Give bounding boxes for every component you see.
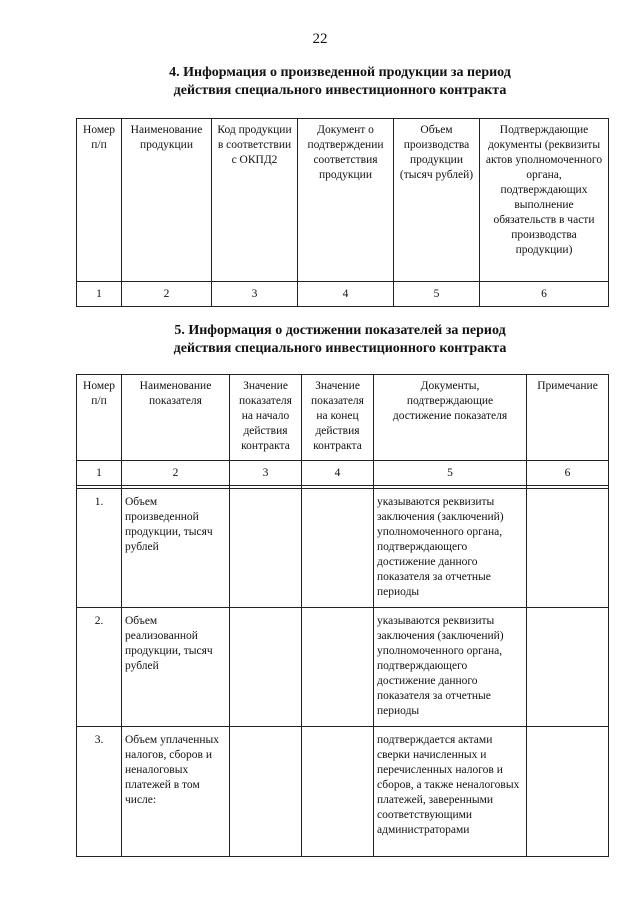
note <box>527 727 609 857</box>
table-row <box>77 608 609 727</box>
row-number: 1. <box>77 489 122 608</box>
column-number: 4 <box>298 282 394 307</box>
header-cell-okpd2-code: Код продукции в соответствии с ОКПД2 <box>212 119 298 282</box>
column-number: 3 <box>212 282 298 307</box>
column-numbers-row <box>77 282 609 307</box>
column-number: 2 <box>122 282 212 307</box>
table-row <box>77 727 609 857</box>
column-number: 1 <box>77 282 122 307</box>
end-value <box>302 727 374 857</box>
column-number: 4 <box>302 461 374 486</box>
start-value <box>230 489 302 608</box>
header-cell-number: Номер п/п <box>77 375 122 461</box>
column-number: 3 <box>230 461 302 486</box>
header-cell-product-name: Наименование продукции <box>122 119 212 282</box>
header-cell-documents: Документы, подтверждающие достижение показателя <box>374 375 527 461</box>
header-cell-end-value: Значение показателя на конец действия контракта <box>302 375 374 461</box>
indicator-name: Объем реализованной продукции, тысяч рублей <box>122 608 230 727</box>
header-cell-start-value: Значение показателя на начало действия контракта <box>230 375 302 461</box>
header-cell-confirming-documents: Подтверждающие документы (реквизиты актов уполномоченного органа, подтверждающих выполнение обязательств в части производства продукции) <box>480 119 609 282</box>
start-value <box>230 727 302 857</box>
header-cell-production-volume: Объем производства продукции (тысяч рублей) <box>394 119 480 282</box>
indicator-name: Объем уплаченных налогов, сборов и неналоговых платежей в том числе: <box>122 727 230 857</box>
section-5-title-line-1: 5. Информация о достижении показателей за период <box>174 323 506 338</box>
section-5-title-line-2: действия специального инвестиционного контракта <box>173 341 507 356</box>
production-info-table <box>76 118 609 307</box>
end-value <box>302 489 374 608</box>
row-number: 3. <box>77 727 122 857</box>
column-number: 1 <box>77 461 122 486</box>
header-cell-note: Примечание <box>527 375 609 461</box>
section-5-title <box>60 322 620 358</box>
header-cell-number: Номер п/п <box>77 119 122 282</box>
column-number: 6 <box>527 461 609 486</box>
confirming-documents: подтверждается актами сверки начисленных и перечисленных налогов и сборов, а также неналоговых платежей, заверенными соответствующими администраторами <box>374 727 527 857</box>
column-number: 5 <box>394 282 480 307</box>
header-cell-conformity-document: Документ о подтверждении соответствия продукции <box>298 119 394 282</box>
header-cell-indicator-name: Наименование показателя <box>122 375 230 461</box>
indicator-name: Объем произведенной продукции, тысяч рублей <box>122 489 230 608</box>
confirming-documents: указываются реквизиты заключения (заключений) уполномоченного органа, подтверждающего достижение данного показателя за отчетные периоды <box>374 489 527 608</box>
confirming-documents: указываются реквизиты заключения (заключений) уполномоченного органа, подтверждающего достижение данного показателя за отчетные периоды <box>374 608 527 727</box>
note <box>527 489 609 608</box>
section-4-title-line-1: 4. Информация о произведенной продукции за период <box>169 65 511 80</box>
indicators-table <box>76 374 609 857</box>
note <box>527 608 609 727</box>
table-header-row <box>77 375 609 461</box>
start-value <box>230 608 302 727</box>
section-4-title-line-2: действия специального инвестиционного контракта <box>173 83 507 98</box>
column-numbers-row <box>77 461 609 486</box>
column-number: 2 <box>122 461 230 486</box>
table-header-row <box>77 119 609 282</box>
row-number: 2. <box>77 608 122 727</box>
table-row <box>77 489 609 608</box>
column-number: 5 <box>374 461 527 486</box>
page-number: 22 <box>312 31 328 47</box>
column-number: 6 <box>480 282 609 307</box>
end-value <box>302 608 374 727</box>
section-4-title <box>60 64 620 100</box>
